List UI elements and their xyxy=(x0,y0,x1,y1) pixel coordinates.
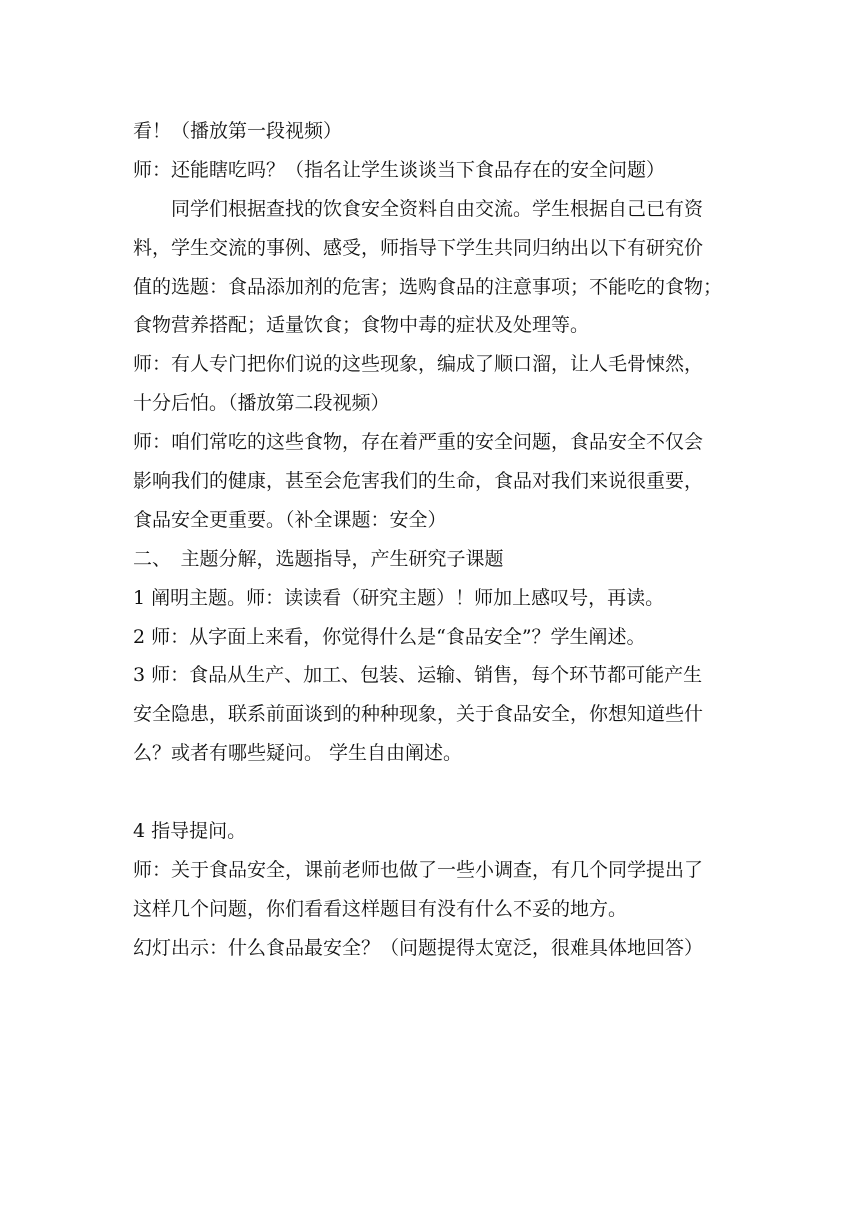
section-heading: 二、 主题分解，选题指导，产生研究子课题 xyxy=(133,547,504,570)
text-line: 4 指导提问。 xyxy=(133,820,247,843)
text-line: 1 阐明主题。师：读读看（研究主题）！师加上感叹号，再读。 xyxy=(133,586,665,609)
text-line: 食品安全更重要。（补全课题：安全） xyxy=(133,508,447,531)
text-line: 3 师：食品从生产、加工、包装、运输、销售，每个环节都可能产生 xyxy=(133,664,703,687)
text-line: 这样几个问题，你们看看这样题目有没有什么不妥的地方。 xyxy=(133,897,628,920)
document-body xyxy=(133,112,733,968)
text-line: 同学们根据查找的饮食安全资料自由交流。学生根据自己已有资 xyxy=(171,197,704,220)
text-line: 师：有人专门把你们说的这些现象，编成了顺口溜，让人毛骨悚然， xyxy=(133,353,704,376)
text-line: 料，学生交流的事例、感受，师指导下学生共同归纳出以下有研究价 xyxy=(133,236,704,259)
text-line: 影响我们的健康，甚至会危害我们的生命，食品对我们来说很重要， xyxy=(133,470,704,493)
text-line: 食物营养搭配；适量饮食；食物中毒的症状及处理等。 xyxy=(133,314,590,337)
text-line: 看！（播放第一段视频） xyxy=(133,120,343,142)
text-line: 十分后怕。（播放第二段视频） xyxy=(133,392,390,415)
text-line: 幻灯出示：什么食品最安全？（问题提得太宽泛，很难具体地回答） xyxy=(133,936,704,959)
text-line: 值的选题：食品添加剂的危害；选购食品的注意事项；不能吃的食物； xyxy=(133,275,723,298)
text-line: 师：咱们常吃的这些食物，存在着严重的安全问题，食品安全不仅会 xyxy=(133,431,704,454)
text-line: 师：关于食品安全，课前老师也做了一些小调查，有几个同学提出了 xyxy=(133,858,704,881)
blank-line xyxy=(133,773,733,812)
text-line: 安全隐患，联系前面谈到的种种现象，关于食品安全，你想知道些什 xyxy=(133,703,704,726)
text-line: 师：还能瞎吃吗？（指名让学生谈谈当下食品存在的安全问题） xyxy=(133,158,666,181)
text-line: 么？或者有哪些疑问。 学生自由阐述。 xyxy=(133,742,463,765)
text-line: 2 师：从字面上来看，你觉得什么是“食品安全”？学生阐述。 xyxy=(133,625,646,648)
